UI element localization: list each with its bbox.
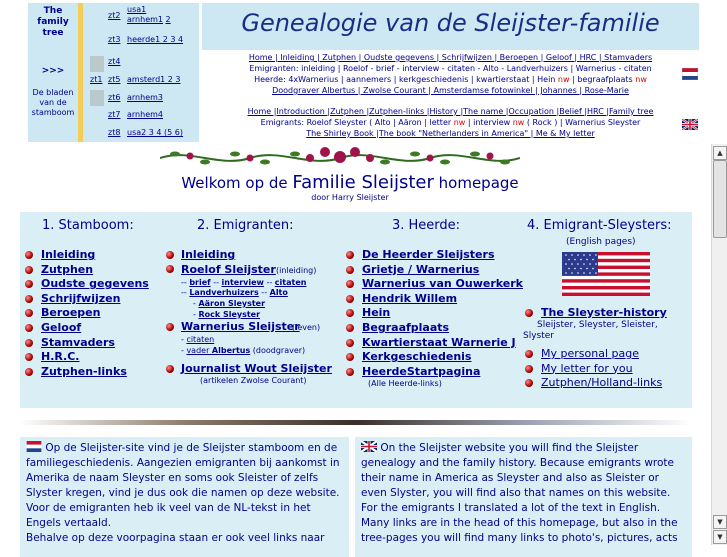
col1-item[interactable]: Stamvaders — [41, 335, 115, 349]
col2-roelof-sub1[interactable]: -- brief -- interview -- citaten — [181, 278, 307, 287]
tree-bladen-label: De bladen van de stamboom — [31, 88, 75, 117]
nl-nav-line-1[interactable]: Home | Inleiding | Zutphen | Oudste gegevens | Schrijfwijzen | Beroepen | Geloof | HRC | Stamvaders — [248, 53, 653, 62]
scroll-thumb[interactable] — [713, 160, 727, 238]
col1-item[interactable]: Inleiding — [41, 248, 96, 261]
col3-item[interactable]: Hendrik Willem — [362, 291, 458, 305]
page-title: Genealogie van de Sleijster-familie — [241, 9, 660, 37]
col3-item[interactable]: Grietje / Warnerius — [362, 262, 480, 276]
col3-note: (Alle Heerde-links) — [368, 379, 442, 388]
col3-item[interactable]: Hein — [362, 306, 391, 320]
col2-heading: 2. Emigranten: — [197, 218, 294, 233]
nl-intro-text-2: Behalve op deze voorpagina staan er ook veel links naar — [26, 532, 325, 544]
zt6-arnhem3[interactable]: arnhem3 — [127, 93, 163, 102]
nl-nav-line-2[interactable]: Emigranten: inleiding | Roelof - brief - interview - citaten - Alto - Landverhuizers | Warnerius - citaten — [249, 64, 652, 73]
bullet-icon — [346, 266, 354, 274]
bullet-icon — [346, 368, 354, 376]
us-flag-icon — [562, 252, 650, 296]
col1-item[interactable]: Geloof — [41, 321, 82, 334]
scroll-down-icon[interactable]: ▼ — [713, 515, 727, 529]
col4-heading: 4. Emigrant-Sleysters: — [527, 218, 672, 233]
nl-nav-line-3[interactable]: Heerde: 4xWarnerius | aannemers | kerkgeschiedenis | kwartierstaat | Hein nw | begraafplaats nw — [254, 75, 647, 84]
nl-flag-icon[interactable] — [682, 68, 698, 80]
zt7-link[interactable]: zt7 — [108, 110, 121, 119]
tree-divider — [78, 3, 83, 142]
bullet-icon — [25, 266, 33, 274]
zt8-link[interactable]: zt8 — [108, 128, 121, 137]
col2-roelof-note: (inleiding) — [276, 266, 317, 275]
zt8-usa-links[interactable]: usa2 3 4 (5 6) — [127, 128, 184, 137]
col3-item[interactable]: Warnerius van Ouwerkerk — [362, 277, 523, 291]
nl-intro-box — [20, 437, 349, 557]
uk-flag-icon — [361, 441, 377, 452]
col2-warnerius[interactable]: Warnerius Sleijster — [181, 320, 300, 333]
bullet-icon — [25, 295, 33, 303]
bullet-icon — [346, 339, 354, 347]
col1-item[interactable]: Zutphen-links — [41, 364, 127, 378]
bullet-icon — [525, 365, 533, 373]
bullet-icon — [525, 350, 533, 358]
zt2-link[interactable]: zt2 — [108, 11, 121, 20]
zt4-link[interactable]: zt4 — [108, 57, 121, 66]
col3-item[interactable]: Kwartierstaat Warnerie J — [362, 335, 516, 349]
en-intro-box — [355, 437, 692, 557]
col2-journalist[interactable]: Journalist Wout Sleijster — [181, 362, 332, 375]
bullet-icon — [346, 251, 354, 259]
tree-arrows[interactable]: >>> — [41, 66, 65, 76]
col2-citaten[interactable]: - citaten — [181, 335, 215, 344]
col2-albertus[interactable]: - vader Albertus (doodgraver) — [181, 346, 306, 355]
col4-subheading: (English pages) — [566, 237, 636, 247]
col3-heading: 3. Heerde: — [392, 218, 461, 233]
author-line: door Harry Sleijster — [311, 193, 389, 202]
col4-item[interactable]: Zutphen/Holland-links — [541, 376, 663, 390]
zt3-heerde-links[interactable]: heerde1 2 3 4 — [127, 35, 184, 44]
zt3-link[interactable]: zt3 — [108, 35, 121, 44]
bullet-icon — [25, 368, 33, 376]
divider-line — [20, 420, 692, 425]
zt2-arnhem[interactable]: arnhem1 2 — [127, 15, 171, 24]
col2-warnerius-note: (leven) — [292, 323, 321, 332]
col2-roelof[interactable]: Roelof Sleijster — [181, 263, 276, 276]
col4-names-1: Sleijster, Sleyster, Sleister, — [537, 320, 658, 330]
garland-icon — [160, 144, 520, 172]
col4-history[interactable]: The Sleyster-history — [541, 306, 667, 319]
nl-nav-line-4[interactable]: Doodgraver Albertus | Zwolse Courant | Amsterdamse fotowinkel | Johannes | Rose-Marie — [272, 86, 629, 95]
bullet-icon — [346, 324, 354, 332]
nl-intro-text: Op de Sleijster-site vind je de Sleijster stamboom en de familiegeschiedenis. Aangezien emigranten bij aankomst in Amerika de naam Sleyster en soms ook Sleister of zelfs Slyster kregen, vind je dus ook die namen op deze website. Voor de emigranten heb ik veel van de NL-tekst in het Engels vertaald. — [26, 442, 340, 529]
en-nav-line-2[interactable]: Emigrants: Roelof Sleyster ( Alto | Aäron | letter nw | interview nw ( Rock ) | Warnerius Sleyster — [260, 118, 641, 127]
col3-item[interactable]: Kerkgeschiedenis — [362, 350, 472, 364]
col2-rock[interactable]: - Rock Sleyster — [193, 310, 261, 319]
en-nav-line-1[interactable]: Home |Introduction |Zutphen |Zutphen-links |History |The name |Occupation |Belief |HRC |Family tree — [247, 107, 654, 116]
en-intro-text: On the Sleijster website you will find the Sleijster genealogy and the family history. Because emigrants wrote their name in America as Sleyster and also as Sleister or even Slyster, you will find also that names on this website. For the emigrants I translated a lot of the text in English. — [361, 442, 675, 514]
zt2-usa1[interactable]: usa1 — [127, 5, 147, 14]
col2-journalist-note: (artikelen Zwolse Courant) — [200, 376, 307, 385]
bullet-icon — [166, 265, 174, 273]
bullet-icon — [166, 251, 174, 259]
col1-item[interactable]: Oudste gegevens — [41, 277, 149, 291]
bullet-icon — [166, 365, 174, 373]
col4-names-2: Slyster — [523, 331, 554, 341]
bullet-icon — [25, 324, 33, 332]
col4-item[interactable]: My personal page — [541, 347, 639, 360]
scroll-up-icon[interactable]: ▲ — [713, 146, 727, 160]
zt1-link[interactable]: zt1 — [90, 75, 103, 84]
bullet-icon — [166, 323, 174, 331]
scroll-down-more-icon[interactable]: ▼ — [713, 530, 727, 544]
zt5-link[interactable]: zt5 — [108, 75, 121, 84]
zt5-amsterdam-links[interactable]: amsterd1 2 3 — [127, 75, 181, 84]
bullet-icon — [25, 251, 33, 259]
bullet-icon — [25, 339, 33, 347]
bullet-icon — [346, 295, 354, 303]
col4-item[interactable]: My letter for you — [541, 361, 633, 375]
col1-item[interactable]: Schrijfwijzen — [41, 291, 121, 305]
nl-flag-icon — [26, 441, 42, 452]
bullet-icon — [525, 309, 533, 317]
zt7-arnhem4[interactable]: arnhem4 — [127, 110, 163, 119]
col3-item[interactable]: HeerdeStartpagina — [362, 364, 481, 378]
welcome-heading: Welkom op de Familie Sleijster homepage — [181, 172, 519, 193]
col1-heading: 1. Stamboom: — [42, 218, 134, 233]
en-intro-text-2: Many links are in the head of this homepage, but also in the tree-pages you will find many links to photo's, pictures, acts — [361, 517, 678, 544]
col3-item[interactable]: Begraafplaats — [362, 321, 450, 334]
zt6-link[interactable]: zt6 — [108, 93, 121, 102]
col1-item[interactable]: Beroepen — [41, 306, 101, 320]
col2-inleiding[interactable]: Inleiding — [181, 248, 236, 261]
col2-roelof-sub2[interactable]: -- Landverhuizers -- Alto — [181, 288, 288, 297]
col2-aaron[interactable]: - Aäron Sleyster — [193, 299, 266, 308]
uk-flag-icon[interactable] — [682, 119, 698, 130]
tree-title[interactable]: The family tree — [37, 6, 69, 38]
tree-cell — [90, 90, 104, 106]
col3-item[interactable]: De Heerder Sleijsters — [362, 248, 495, 261]
col1-item[interactable]: H.R.C. — [41, 350, 80, 364]
col1-item[interactable]: Zutphen — [41, 262, 94, 276]
tree-cell — [90, 56, 104, 72]
en-nav-line-3[interactable]: The Shirley Book |The book "Netherlanders in America" | Me & My letter — [306, 129, 595, 138]
